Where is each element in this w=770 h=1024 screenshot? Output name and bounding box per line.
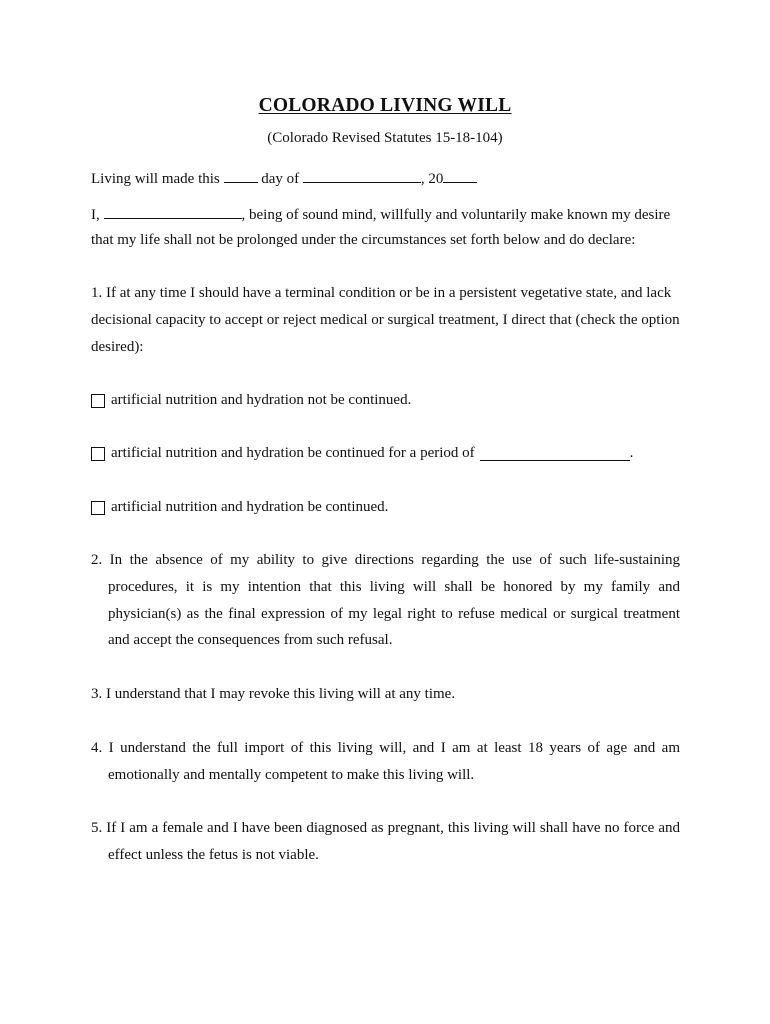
declarant-line — [91, 205, 670, 224]
clause-3: 3. I understand that I may revoke this living will at any time. — [91, 686, 456, 702]
day-blank[interactable] — [224, 169, 258, 183]
declarant-suffix: , being of sound mind, willfully and voluntarily make known my desire — [241, 207, 671, 223]
clause-1: 1. If at any time I should have a terminal condition or be in a persistent vegetative state, and lack decisional capacity to accept or reject medical or surgical treatment, I direct that (check the option desired): — [91, 285, 680, 355]
option-not-continued-label: artificial nutrition and hydration not be continued. — [111, 392, 412, 408]
clause-5: 5. If I am a female and I have been diagnosed as pregnant, this living will shall have no force and effect unless the fetus is not viable. — [91, 820, 680, 863]
made-date-label: Living will made this — [91, 171, 220, 187]
option-continued-label: artificial nutrition and hydration be continued. — [111, 499, 389, 515]
document-title: COLORADO LIVING WILL — [258, 95, 512, 116]
month-blank[interactable] — [303, 169, 421, 183]
option-continued-checkbox[interactable] — [91, 501, 105, 515]
clause-4: 4. I understand the full import of this living will, and I am at least 18 years of age and am emotionally and mentally competent to make this living will. — [91, 740, 680, 783]
document-subtitle: (Colorado Revised Statutes 15-18-104) — [267, 130, 503, 146]
year-blank[interactable] — [443, 169, 477, 183]
day-of-label: day of — [261, 171, 300, 187]
option-continued — [91, 499, 388, 516]
option-continued-period-label: artificial nutrition and hydration be continued for a period of — [111, 445, 475, 461]
option-continued-period-checkbox[interactable] — [91, 447, 105, 461]
period-blank[interactable] — [480, 447, 630, 461]
declarant-name-blank[interactable] — [104, 205, 242, 219]
clause-2: 2. In the absence of my ability to give directions regarding the use of such life-sustaining procedures, it is my intention that this living will shall be honored by my family and physician(s) as the final expression of my legal right to refuse medical or surgical treatment and accept the consequences from such refusal. — [91, 552, 680, 649]
declaration-line-2: that my life shall not be prolonged under the circumstances set forth below and do declare: — [91, 232, 636, 248]
option-not-continued-checkbox[interactable] — [91, 394, 105, 408]
option-not-continued — [91, 392, 411, 409]
year-prefix-label: , 20 — [420, 171, 444, 187]
made-date-line — [91, 169, 477, 188]
option-continued-period — [91, 445, 633, 462]
declarant-prefix: I, — [91, 207, 100, 223]
period-suffix: . — [629, 445, 634, 461]
